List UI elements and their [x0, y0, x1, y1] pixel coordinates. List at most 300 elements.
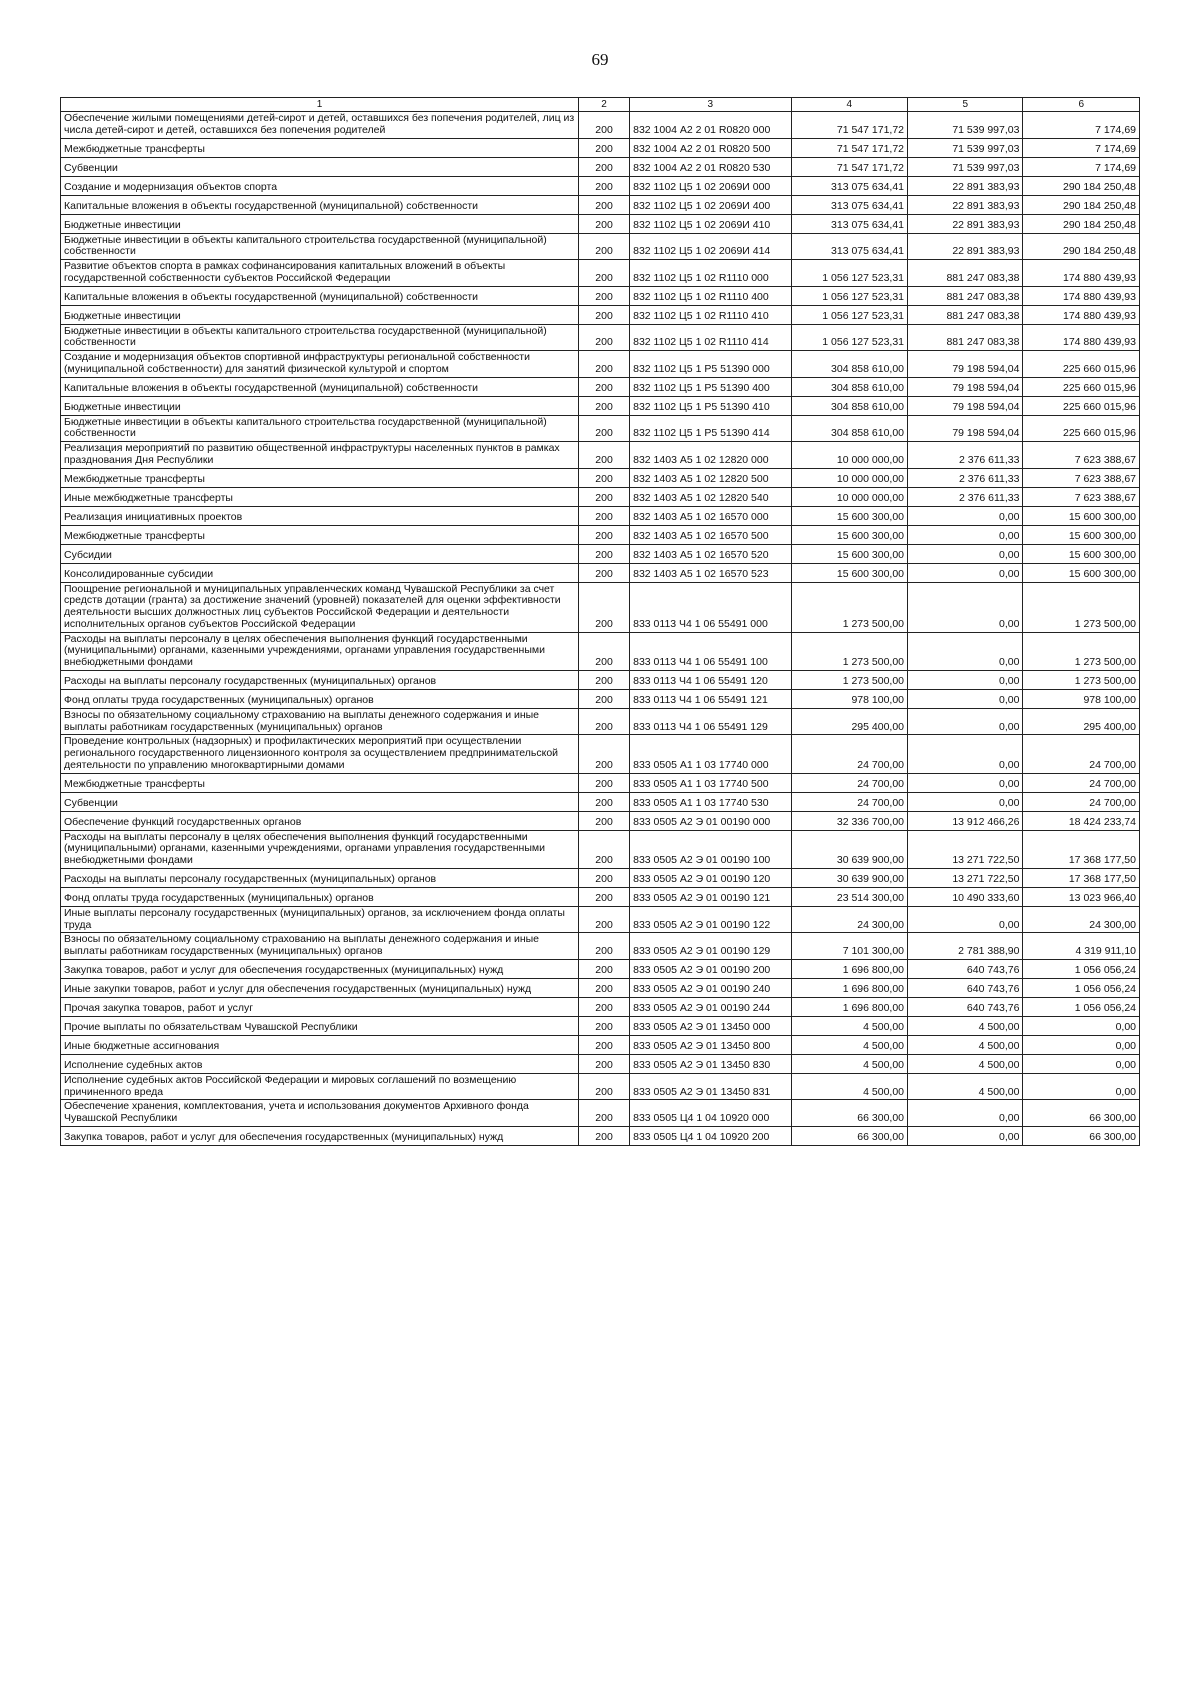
table-row — [61, 324, 1140, 351]
row-code-cell: 200 — [579, 997, 630, 1016]
row-code-cell: 200 — [579, 324, 630, 351]
budget-classification-code-cell: 832 1102 Ц5 1 02 R1110 414 — [630, 324, 791, 351]
row-code-cell: 200 — [579, 1073, 630, 1100]
row-name-cell: Реализация инициативных проектов — [61, 506, 579, 525]
budget-classification-code-cell: 832 1102 Ц5 1 02 R1110 400 — [630, 286, 791, 305]
row-name-cell: Обеспечение жилыми помещениями детей-сирот и детей, оставшихся без попечения родителей, лиц из числа детей-сирот и детей, оставшихся без попечения родителей — [61, 112, 579, 139]
row-name-cell: Субвенции — [61, 157, 579, 176]
table-row — [61, 1016, 1140, 1035]
unexecuted-amount-cell: 0,00 — [1023, 1073, 1140, 1100]
row-code-cell: 200 — [579, 830, 630, 868]
table-row — [61, 1100, 1140, 1127]
row-name-cell: Капитальные вложения в объекты государственной (муниципальной) собственности — [61, 286, 579, 305]
unexecuted-amount-cell: 66 300,00 — [1023, 1126, 1140, 1145]
approved-amount-cell: 30 639 900,00 — [791, 868, 907, 887]
unexecuted-amount-cell: 174 880 439,93 — [1023, 324, 1140, 351]
budget-classification-code-cell: 833 0113 Ч4 1 06 55491 121 — [630, 689, 791, 708]
approved-amount-cell: 15 600 300,00 — [791, 563, 907, 582]
budget-classification-code-cell: 832 1102 Ц5 1 Р5 51390 414 — [630, 415, 791, 442]
row-code-cell: 200 — [579, 415, 630, 442]
row-code-cell: 200 — [579, 1054, 630, 1073]
row-code-cell: 200 — [579, 157, 630, 176]
table-row — [61, 868, 1140, 887]
unexecuted-amount-cell: 174 880 439,93 — [1023, 305, 1140, 324]
unexecuted-amount-cell: 15 600 300,00 — [1023, 525, 1140, 544]
row-code-cell: 200 — [579, 260, 630, 287]
row-code-cell: 200 — [579, 286, 630, 305]
executed-amount-cell: 79 198 594,04 — [908, 351, 1023, 378]
executed-amount-cell: 4 500,00 — [908, 1035, 1023, 1054]
row-code-cell: 200 — [579, 112, 630, 139]
row-name-cell: Расходы на выплаты персоналу государственных (муниципальных) органов — [61, 670, 579, 689]
unexecuted-amount-cell: 0,00 — [1023, 1054, 1140, 1073]
budget-classification-code-cell: 832 1004 А2 2 01 R0820 530 — [630, 157, 791, 176]
approved-amount-cell: 71 547 171,72 — [791, 112, 907, 139]
approved-amount-cell: 304 858 610,00 — [791, 351, 907, 378]
approved-amount-cell: 4 500,00 — [791, 1054, 907, 1073]
row-name-cell: Обеспечение функций государственных органов — [61, 811, 579, 830]
approved-amount-cell: 1 273 500,00 — [791, 632, 907, 670]
unexecuted-amount-cell: 24 700,00 — [1023, 735, 1140, 773]
unexecuted-amount-cell: 7 623 388,67 — [1023, 442, 1140, 469]
approved-amount-cell: 10 000 000,00 — [791, 468, 907, 487]
table-row — [61, 563, 1140, 582]
approved-amount-cell: 15 600 300,00 — [791, 544, 907, 563]
unexecuted-amount-cell: 290 184 250,48 — [1023, 176, 1140, 195]
page-number: 69 — [591, 50, 609, 69]
budget-classification-code-cell: 832 1102 Ц5 1 02 2069И 400 — [630, 195, 791, 214]
unexecuted-amount-cell: 295 400,00 — [1023, 708, 1140, 735]
unexecuted-amount-cell: 290 184 250,48 — [1023, 233, 1140, 260]
table-row — [61, 670, 1140, 689]
executed-amount-cell: 22 891 383,93 — [908, 176, 1023, 195]
budget-classification-code-cell: 832 1102 Ц5 1 02 2069И 410 — [630, 214, 791, 233]
table-row — [61, 735, 1140, 773]
row-code-cell: 200 — [579, 544, 630, 563]
approved-amount-cell: 313 075 634,41 — [791, 233, 907, 260]
approved-amount-cell: 1 273 500,00 — [791, 582, 907, 632]
row-code-cell: 200 — [579, 1035, 630, 1054]
table-row — [61, 887, 1140, 906]
table-row — [61, 305, 1140, 324]
executed-amount-cell: 22 891 383,93 — [908, 195, 1023, 214]
table-row — [61, 830, 1140, 868]
approved-amount-cell: 313 075 634,41 — [791, 176, 907, 195]
budget-classification-code-cell: 833 0505 А2 Э 01 00190 000 — [630, 811, 791, 830]
unexecuted-amount-cell: 13 023 966,40 — [1023, 887, 1140, 906]
executed-amount-cell: 71 539 997,03 — [908, 138, 1023, 157]
approved-amount-cell: 313 075 634,41 — [791, 214, 907, 233]
table-row — [61, 138, 1140, 157]
budget-classification-code-cell: 833 0505 А1 1 03 17740 530 — [630, 792, 791, 811]
approved-amount-cell: 295 400,00 — [791, 708, 907, 735]
row-name-cell: Закупка товаров, работ и услуг для обеспечения государственных (муниципальных) нужд — [61, 1126, 579, 1145]
approved-amount-cell: 4 500,00 — [791, 1073, 907, 1100]
row-name-cell: Прочие выплаты по обязательствам Чувашской Республики — [61, 1016, 579, 1035]
row-code-cell: 200 — [579, 396, 630, 415]
executed-amount-cell: 22 891 383,93 — [908, 214, 1023, 233]
row-name-cell: Консолидированные субсидии — [61, 563, 579, 582]
table-row — [61, 176, 1140, 195]
unexecuted-amount-cell: 24 700,00 — [1023, 792, 1140, 811]
row-name-cell: Бюджетные инвестиции в объекты капитального строительства государственной (муниципальной) собственности — [61, 415, 579, 442]
approved-amount-cell: 32 336 700,00 — [791, 811, 907, 830]
budget-classification-code-cell: 833 0505 А2 Э 01 13450 831 — [630, 1073, 791, 1100]
row-name-cell: Развитие объектов спорта в рамках софинансирования капитальных вложений в объекты государственной собственности субъектов Российской Федерации — [61, 260, 579, 287]
approved-amount-cell: 1 056 127 523,31 — [791, 286, 907, 305]
table-row — [61, 506, 1140, 525]
executed-amount-cell: 640 743,76 — [908, 959, 1023, 978]
executed-amount-cell: 4 500,00 — [908, 1016, 1023, 1035]
row-code-cell: 200 — [579, 351, 630, 378]
table-row — [61, 773, 1140, 792]
table-row — [61, 978, 1140, 997]
row-name-cell: Иные закупки товаров, работ и услуг для обеспечения государственных (муниципальных) нужд — [61, 978, 579, 997]
row-code-cell: 200 — [579, 377, 630, 396]
row-name-cell: Бюджетные инвестиции — [61, 305, 579, 324]
table-row — [61, 1035, 1140, 1054]
executed-amount-cell: 13 271 722,50 — [908, 868, 1023, 887]
budget-classification-code-cell: 833 0505 А1 1 03 17740 500 — [630, 773, 791, 792]
table-row — [61, 396, 1140, 415]
executed-amount-cell: 640 743,76 — [908, 978, 1023, 997]
table-row — [61, 811, 1140, 830]
budget-classification-code-cell: 832 1102 Ц5 1 Р5 51390 410 — [630, 396, 791, 415]
executed-amount-cell: 881 247 083,38 — [908, 260, 1023, 287]
table-row — [61, 260, 1140, 287]
budget-classification-code-cell: 833 0113 Ч4 1 06 55491 100 — [630, 632, 791, 670]
row-code-cell: 200 — [579, 933, 630, 960]
unexecuted-amount-cell: 1 273 500,00 — [1023, 582, 1140, 632]
budget-classification-code-cell: 833 0505 А2 Э 01 00190 100 — [630, 830, 791, 868]
table-row — [61, 525, 1140, 544]
unexecuted-amount-cell: 15 600 300,00 — [1023, 563, 1140, 582]
row-name-cell: Бюджетные инвестиции — [61, 214, 579, 233]
unexecuted-amount-cell: 18 424 233,74 — [1023, 811, 1140, 830]
executed-amount-cell: 0,00 — [908, 689, 1023, 708]
unexecuted-amount-cell: 7 623 388,67 — [1023, 468, 1140, 487]
row-code-cell: 200 — [579, 1100, 630, 1127]
table-row — [61, 1126, 1140, 1145]
unexecuted-amount-cell: 225 660 015,96 — [1023, 396, 1140, 415]
budget-classification-code-cell: 833 0505 А2 Э 01 00190 122 — [630, 906, 791, 933]
row-code-cell: 200 — [579, 487, 630, 506]
row-code-cell: 200 — [579, 959, 630, 978]
executed-amount-cell: 79 198 594,04 — [908, 377, 1023, 396]
budget-classification-code-cell: 832 1004 А2 2 01 R0820 500 — [630, 138, 791, 157]
executed-amount-cell: 2 376 611,33 — [908, 468, 1023, 487]
row-code-cell: 200 — [579, 138, 630, 157]
column-header: 3 — [630, 98, 791, 112]
unexecuted-amount-cell: 978 100,00 — [1023, 689, 1140, 708]
table-row — [61, 544, 1140, 563]
approved-amount-cell: 4 500,00 — [791, 1016, 907, 1035]
unexecuted-amount-cell: 0,00 — [1023, 1035, 1140, 1054]
row-code-cell: 200 — [579, 176, 630, 195]
executed-amount-cell: 79 198 594,04 — [908, 415, 1023, 442]
row-code-cell: 200 — [579, 735, 630, 773]
row-code-cell: 200 — [579, 442, 630, 469]
row-name-cell: Капитальные вложения в объекты государственной (муниципальной) собственности — [61, 195, 579, 214]
executed-amount-cell: 13 271 722,50 — [908, 830, 1023, 868]
approved-amount-cell: 30 639 900,00 — [791, 830, 907, 868]
table-row — [61, 632, 1140, 670]
column-header: 1 — [61, 98, 579, 112]
unexecuted-amount-cell: 1 056 056,24 — [1023, 959, 1140, 978]
approved-amount-cell: 24 300,00 — [791, 906, 907, 933]
executed-amount-cell: 4 500,00 — [908, 1073, 1023, 1100]
budget-classification-code-cell: 832 1403 А5 1 02 16570 500 — [630, 525, 791, 544]
table-row — [61, 112, 1140, 139]
executed-amount-cell: 881 247 083,38 — [908, 324, 1023, 351]
row-name-cell: Фонд оплаты труда государственных (муниципальных) органов — [61, 887, 579, 906]
budget-classification-code-cell: 833 0505 А2 Э 01 00190 200 — [630, 959, 791, 978]
executed-amount-cell: 0,00 — [908, 1126, 1023, 1145]
table-row — [61, 233, 1140, 260]
budget-classification-code-cell: 833 0505 А2 Э 01 00190 121 — [630, 887, 791, 906]
approved-amount-cell: 71 547 171,72 — [791, 157, 907, 176]
row-code-cell: 200 — [579, 689, 630, 708]
budget-classification-code-cell: 832 1102 Ц5 1 02 R1110 000 — [630, 260, 791, 287]
budget-classification-code-cell: 833 0505 А2 Э 01 13450 830 — [630, 1054, 791, 1073]
approved-amount-cell: 978 100,00 — [791, 689, 907, 708]
table-row — [61, 708, 1140, 735]
table-row — [61, 959, 1140, 978]
budget-classification-code-cell: 833 0505 А2 Э 01 00190 240 — [630, 978, 791, 997]
unexecuted-amount-cell: 1 056 056,24 — [1023, 978, 1140, 997]
table-row — [61, 195, 1140, 214]
row-name-cell: Бюджетные инвестиции в объекты капитального строительства государственной (муниципальной) собственности — [61, 233, 579, 260]
table-row — [61, 689, 1140, 708]
row-code-cell: 200 — [579, 773, 630, 792]
row-name-cell: Проведение контрольных (надзорных) и профилактических мероприятий при осуществлении регионального государственного лицензионного контроля за осуществлением предпринимательской деятельности по управлению многоквартирными домами — [61, 735, 579, 773]
budget-classification-code-cell: 833 0505 А1 1 03 17740 000 — [630, 735, 791, 773]
row-name-cell: Бюджетные инвестиции — [61, 396, 579, 415]
table-body — [61, 112, 1140, 1146]
unexecuted-amount-cell: 174 880 439,93 — [1023, 286, 1140, 305]
row-name-cell: Исполнение судебных актов — [61, 1054, 579, 1073]
executed-amount-cell: 0,00 — [908, 735, 1023, 773]
budget-classification-code-cell: 832 1403 А5 1 02 12820 540 — [630, 487, 791, 506]
approved-amount-cell: 304 858 610,00 — [791, 415, 907, 442]
approved-amount-cell: 1 273 500,00 — [791, 670, 907, 689]
row-code-cell: 200 — [579, 305, 630, 324]
table-row — [61, 286, 1140, 305]
executed-amount-cell: 79 198 594,04 — [908, 396, 1023, 415]
approved-amount-cell: 71 547 171,72 — [791, 138, 907, 157]
unexecuted-amount-cell: 225 660 015,96 — [1023, 415, 1140, 442]
approved-amount-cell: 7 101 300,00 — [791, 933, 907, 960]
unexecuted-amount-cell: 7 174,69 — [1023, 138, 1140, 157]
executed-amount-cell: 22 891 383,93 — [908, 233, 1023, 260]
executed-amount-cell: 881 247 083,38 — [908, 305, 1023, 324]
row-name-cell: Иные выплаты персоналу государственных (муниципальных) органов, за исключением фонда оплаты труда — [61, 906, 579, 933]
row-name-cell: Фонд оплаты труда государственных (муниципальных) органов — [61, 689, 579, 708]
row-code-cell: 200 — [579, 792, 630, 811]
unexecuted-amount-cell: 225 660 015,96 — [1023, 351, 1140, 378]
unexecuted-amount-cell: 1 056 056,24 — [1023, 997, 1140, 1016]
executed-amount-cell: 0,00 — [908, 632, 1023, 670]
unexecuted-amount-cell: 225 660 015,96 — [1023, 377, 1140, 396]
budget-classification-code-cell: 832 1403 А5 1 02 16570 000 — [630, 506, 791, 525]
row-code-cell: 200 — [579, 582, 630, 632]
approved-amount-cell: 4 500,00 — [791, 1035, 907, 1054]
row-code-cell: 200 — [579, 1126, 630, 1145]
row-code-cell: 200 — [579, 887, 630, 906]
executed-amount-cell: 13 912 466,26 — [908, 811, 1023, 830]
budget-classification-code-cell: 832 1403 А5 1 02 16570 523 — [630, 563, 791, 582]
row-code-cell: 200 — [579, 563, 630, 582]
row-code-cell: 200 — [579, 233, 630, 260]
executed-amount-cell: 0,00 — [908, 582, 1023, 632]
approved-amount-cell: 1 696 800,00 — [791, 978, 907, 997]
table-row — [61, 582, 1140, 632]
row-code-cell: 200 — [579, 506, 630, 525]
executed-amount-cell: 0,00 — [908, 906, 1023, 933]
table-row — [61, 351, 1140, 378]
approved-amount-cell: 10 000 000,00 — [791, 487, 907, 506]
budget-classification-code-cell: 833 0505 А2 Э 01 00190 244 — [630, 997, 791, 1016]
row-name-cell: Взносы по обязательному социальному страхованию на выплаты денежного содержания и иные выплаты работникам государственных (муниципальных) органов — [61, 933, 579, 960]
approved-amount-cell: 10 000 000,00 — [791, 442, 907, 469]
column-header: 2 — [579, 98, 630, 112]
executed-amount-cell: 2 781 388,90 — [908, 933, 1023, 960]
approved-amount-cell: 24 700,00 — [791, 792, 907, 811]
row-code-cell: 200 — [579, 906, 630, 933]
unexecuted-amount-cell: 7 174,69 — [1023, 112, 1140, 139]
budget-classification-code-cell: 832 1403 А5 1 02 12820 500 — [630, 468, 791, 487]
budget-classification-code-cell: 832 1102 Ц5 1 02 2069И 414 — [630, 233, 791, 260]
unexecuted-amount-cell: 24 300,00 — [1023, 906, 1140, 933]
approved-amount-cell: 24 700,00 — [791, 735, 907, 773]
unexecuted-amount-cell: 174 880 439,93 — [1023, 260, 1140, 287]
budget-classification-code-cell: 833 0505 А2 Э 01 00190 120 — [630, 868, 791, 887]
executed-amount-cell: 881 247 083,38 — [908, 286, 1023, 305]
unexecuted-amount-cell: 1 273 500,00 — [1023, 632, 1140, 670]
row-name-cell: Иные межбюджетные трансферты — [61, 487, 579, 506]
executed-amount-cell: 2 376 611,33 — [908, 442, 1023, 469]
row-name-cell: Расходы на выплаты персоналу в целях обеспечения выполнения функций государственными (муниципальными) органами, казенными учреждениями, органами управления государственными внебюджетными фондами — [61, 830, 579, 868]
budget-classification-code-cell: 832 1403 А5 1 02 16570 520 — [630, 544, 791, 563]
approved-amount-cell: 313 075 634,41 — [791, 195, 907, 214]
unexecuted-amount-cell: 4 319 911,10 — [1023, 933, 1140, 960]
row-code-cell: 200 — [579, 1016, 630, 1035]
executed-amount-cell: 0,00 — [908, 544, 1023, 563]
column-number-row — [61, 98, 1140, 112]
approved-amount-cell: 1 056 127 523,31 — [791, 260, 907, 287]
executed-amount-cell: 10 490 333,60 — [908, 887, 1023, 906]
row-code-cell: 200 — [579, 811, 630, 830]
executed-amount-cell: 71 539 997,03 — [908, 157, 1023, 176]
budget-classification-code-cell: 832 1102 Ц5 1 Р5 51390 000 — [630, 351, 791, 378]
table-row — [61, 933, 1140, 960]
unexecuted-amount-cell: 7 623 388,67 — [1023, 487, 1140, 506]
approved-amount-cell: 66 300,00 — [791, 1126, 907, 1145]
column-header: 4 — [791, 98, 907, 112]
row-name-cell: Субвенции — [61, 792, 579, 811]
budget-classification-code-cell: 833 0113 Ч4 1 06 55491 000 — [630, 582, 791, 632]
row-name-cell: Прочая закупка товаров, работ и услуг — [61, 997, 579, 1016]
table-row — [61, 442, 1140, 469]
table-row — [61, 377, 1140, 396]
executed-amount-cell: 0,00 — [908, 563, 1023, 582]
budget-classification-code-cell: 832 1004 А2 2 01 R0820 000 — [630, 112, 791, 139]
budget-classification-code-cell: 833 0113 Ч4 1 06 55491 129 — [630, 708, 791, 735]
row-name-cell: Капитальные вложения в объекты государственной (муниципальной) собственности — [61, 377, 579, 396]
table-row — [61, 1054, 1140, 1073]
unexecuted-amount-cell: 1 273 500,00 — [1023, 670, 1140, 689]
executed-amount-cell: 4 500,00 — [908, 1054, 1023, 1073]
row-name-cell: Исполнение судебных актов Российской Федерации и мировых соглашений по возмещению причиненного вреда — [61, 1073, 579, 1100]
approved-amount-cell: 23 514 300,00 — [791, 887, 907, 906]
unexecuted-amount-cell: 17 368 177,50 — [1023, 830, 1140, 868]
row-name-cell: Расходы на выплаты персоналу в целях обеспечения выполнения функций государственными (муниципальными) органами, казенными учреждениями, органами управления государственными внебюджетными фондами — [61, 632, 579, 670]
budget-classification-code-cell: 832 1102 Ц5 1 02 2069И 000 — [630, 176, 791, 195]
budget-execution-table — [60, 97, 1140, 1146]
row-code-cell: 200 — [579, 978, 630, 997]
budget-classification-code-cell: 833 0505 А2 Э 01 13450 800 — [630, 1035, 791, 1054]
row-code-cell: 200 — [579, 214, 630, 233]
unexecuted-amount-cell: 17 368 177,50 — [1023, 868, 1140, 887]
row-name-cell: Межбюджетные трансферты — [61, 468, 579, 487]
table-row — [61, 487, 1140, 506]
row-code-cell: 200 — [579, 670, 630, 689]
budget-classification-code-cell: 833 0505 Ц4 1 04 10920 000 — [630, 1100, 791, 1127]
row-name-cell: Создание и модернизация объектов спорта — [61, 176, 579, 195]
approved-amount-cell: 304 858 610,00 — [791, 377, 907, 396]
table-row — [61, 997, 1140, 1016]
executed-amount-cell: 640 743,76 — [908, 997, 1023, 1016]
approved-amount-cell: 66 300,00 — [791, 1100, 907, 1127]
table-row — [61, 157, 1140, 176]
row-name-cell: Межбюджетные трансферты — [61, 525, 579, 544]
unexecuted-amount-cell: 7 174,69 — [1023, 157, 1140, 176]
executed-amount-cell: 0,00 — [908, 670, 1023, 689]
executed-amount-cell: 0,00 — [908, 525, 1023, 544]
budget-classification-code-cell: 832 1102 Ц5 1 Р5 51390 400 — [630, 377, 791, 396]
table-row — [61, 906, 1140, 933]
unexecuted-amount-cell: 15 600 300,00 — [1023, 506, 1140, 525]
row-name-cell: Создание и модернизация объектов спортивной инфраструктуры региональной собственности (муниципальной собственности) для занятий физической культурой и спортом — [61, 351, 579, 378]
budget-classification-code-cell: 833 0505 А2 Э 01 13450 000 — [630, 1016, 791, 1035]
unexecuted-amount-cell: 24 700,00 — [1023, 773, 1140, 792]
executed-amount-cell: 0,00 — [908, 773, 1023, 792]
budget-classification-code-cell: 833 0505 А2 Э 01 00190 129 — [630, 933, 791, 960]
executed-amount-cell: 0,00 — [908, 792, 1023, 811]
row-code-cell: 200 — [579, 468, 630, 487]
budget-classification-code-cell: 832 1403 А5 1 02 12820 000 — [630, 442, 791, 469]
executed-amount-cell: 0,00 — [908, 506, 1023, 525]
unexecuted-amount-cell: 290 184 250,48 — [1023, 195, 1140, 214]
row-code-cell: 200 — [579, 195, 630, 214]
row-code-cell: 200 — [579, 868, 630, 887]
budget-classification-code-cell: 833 0113 Ч4 1 06 55491 120 — [630, 670, 791, 689]
approved-amount-cell: 1 696 800,00 — [791, 959, 907, 978]
budget-classification-code-cell: 832 1102 Ц5 1 02 R1110 410 — [630, 305, 791, 324]
unexecuted-amount-cell: 290 184 250,48 — [1023, 214, 1140, 233]
row-code-cell: 200 — [579, 525, 630, 544]
executed-amount-cell: 2 376 611,33 — [908, 487, 1023, 506]
approved-amount-cell: 24 700,00 — [791, 773, 907, 792]
row-name-cell: Поощрение региональной и муниципальных управленческих команд Чувашской Республики за счет средств дотации (гранта) за достижение значений (уровней) показателей для оценки эффективности деятельности высших должностных лиц субъектов Российской Федерации и деятельности исполнительных органов субъектов Российской Федерации — [61, 582, 579, 632]
approved-amount-cell: 304 858 610,00 — [791, 396, 907, 415]
row-code-cell: 200 — [579, 632, 630, 670]
row-name-cell: Расходы на выплаты персоналу государственных (муниципальных) органов — [61, 868, 579, 887]
executed-amount-cell: 71 539 997,03 — [908, 112, 1023, 139]
row-name-cell: Взносы по обязательному социальному страхованию на выплаты денежного содержания и иные выплаты работникам государственных (муниципальных) органов — [61, 708, 579, 735]
executed-amount-cell: 0,00 — [908, 1100, 1023, 1127]
column-header: 5 — [908, 98, 1023, 112]
